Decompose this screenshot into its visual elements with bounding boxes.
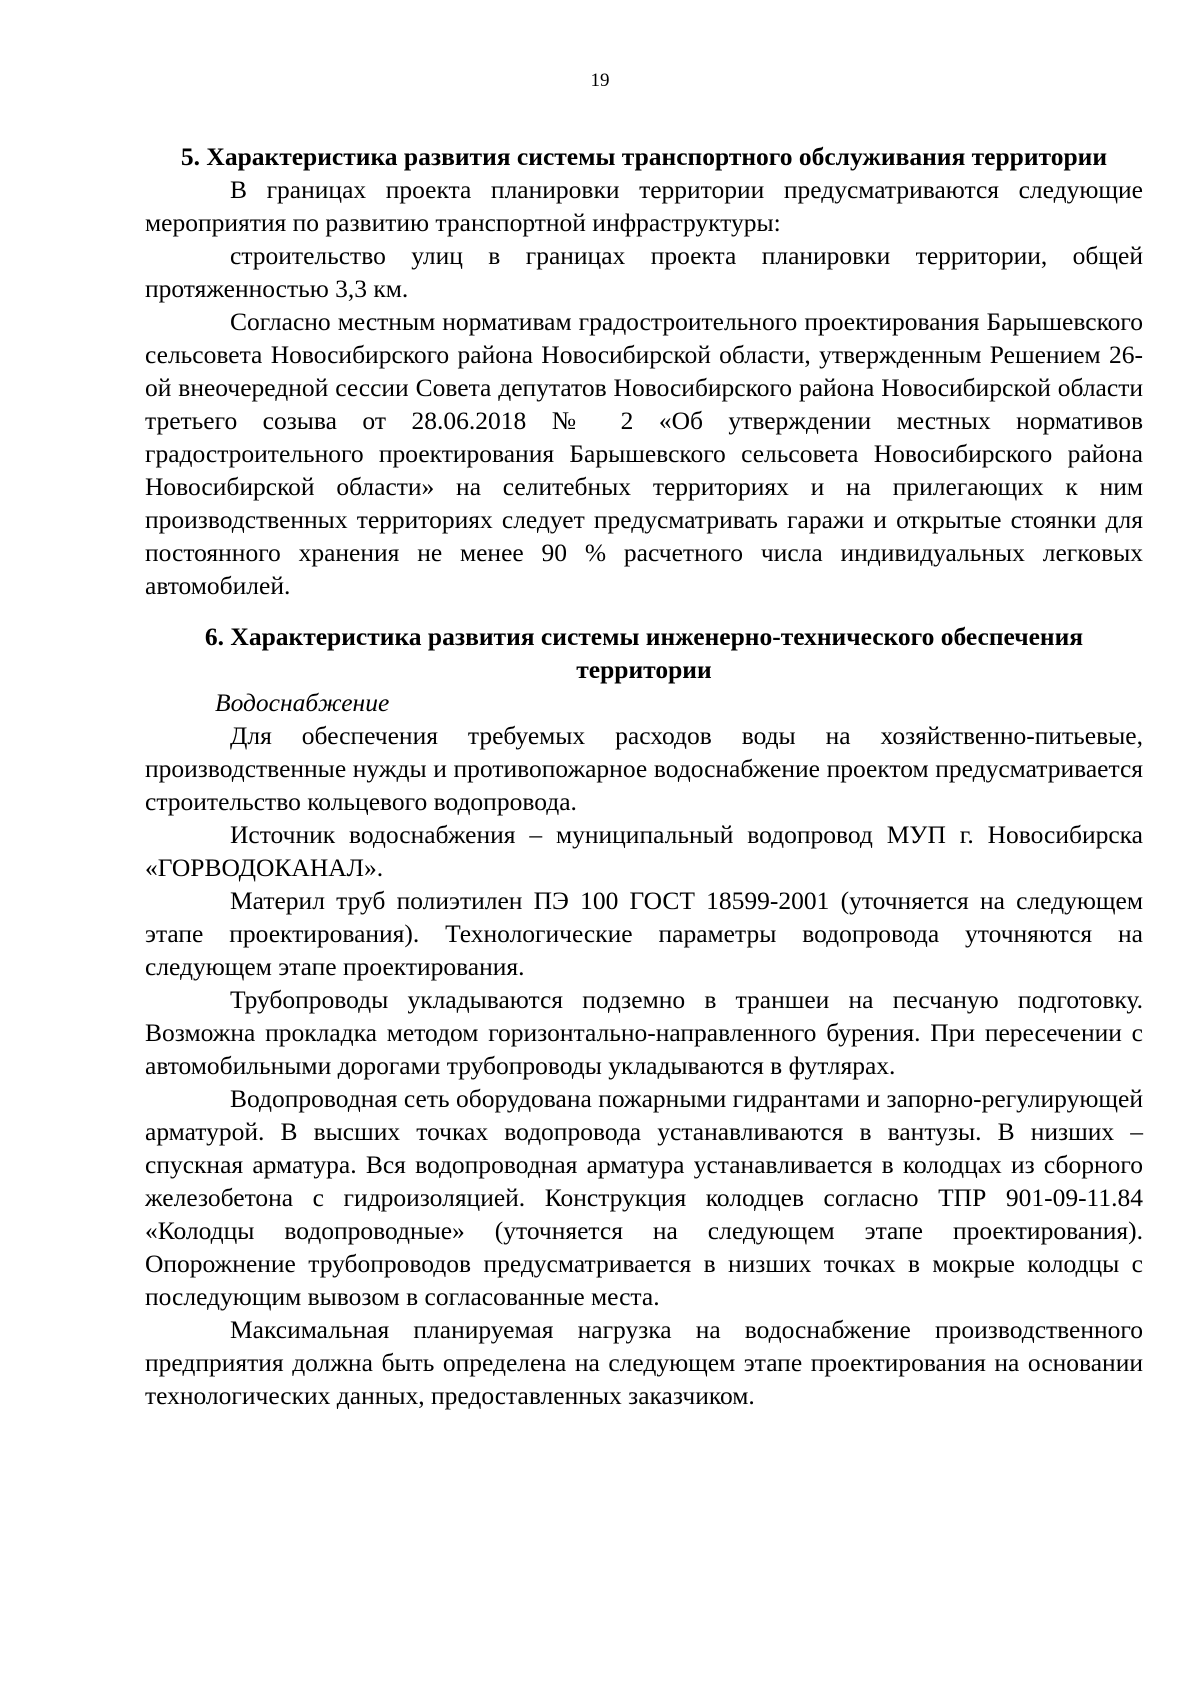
subsection-heading-water-supply: Водоснабжение bbox=[215, 688, 390, 717]
page-number: 19 bbox=[590, 70, 610, 91]
paragraph: В границах проекта планировки территории предусматриваются следующие мероприятия по развитию транспортной инфраструктуры: bbox=[145, 175, 1143, 237]
paragraph: Материл труб полиэтилен ПЭ 100 ГОСТ 18599-2001 (уточняется на следующем этапе проектирования). Технологические параметры водопровода уточняются на следующем этапе проектирования. bbox=[145, 886, 1143, 981]
paragraph: строительство улиц в границах проекта планировки территории, общей протяженностью 3,3 км. bbox=[145, 241, 1143, 303]
page-content bbox=[145, 140, 1143, 1412]
paragraph: Максимальная планируемая нагрузка на водоснабжение производственного предприятия должна быть определена на следующем этапе проектирования на основании технологических данных, предоставленных заказчиком. bbox=[145, 1315, 1143, 1410]
paragraph: Источник водоснабжения – муниципальный водопровод МУП г. Новосибирска «ГОРВОДОКАНАЛ». bbox=[145, 820, 1143, 882]
paragraph: Трубопроводы укладываются подземно в траншеи на песчаную подготовку. Возможна прокладка методом горизонтально-направленного бурения. При пересечении с автомобильными дорогами трубопроводы укладываются в футлярах. bbox=[145, 985, 1143, 1080]
section-6-heading: 6. Характеристика развития системы инженерно-технического обеспечения территории bbox=[204, 622, 1084, 684]
paragraph: Для обеспечения требуемых расходов воды на хозяйственно-питьевые, производственные нужды и противопожарное водоснабжение проектом предусматривается строительство кольцевого водопровода. bbox=[145, 721, 1143, 816]
paragraph: Согласно местным нормативам градостроительного проектирования Барышевского сельсовета Новосибирского района Новосибирской области, утвержденным Решением 26-ой внеочередной сессии Совета депутатов Новосибирского района Новосибирской области третьего созыва от 28.06.2018 № 2 «Об утверждении местных нормативов градостроительного проектирования Барышевского сельсовета Новосибирского района Новосибирской области» на селитебных территориях и на прилегающих к ним производственных территориях следует предусматривать гаражи и открытые стоянки для постоянного хранения не менее 90 % расчетного числа индивидуальных легковых автомобилей. bbox=[145, 307, 1143, 600]
section-5-heading: 5. Характеристика развития системы транспортного обслуживания территории bbox=[180, 142, 1108, 171]
paragraph: Водопроводная сеть оборудована пожарными гидрантами и запорно-регулирующей арматурой. В высших точках водопровода устанавливаются в вантузы. В низших – спускная арматура. Вся водопроводная арматура устанавливается в колодцах из сборного железобетона с гидроизоляцией. Конструкция колодцев согласно ТПР 901-09-11.84 «Колодцы водопроводные» (уточняется на следующем этапе проектирования). Опорожнение трубопроводов предусматривается в низших точках в мокрые колодцы с последующим вывозом в согласованные места. bbox=[145, 1084, 1143, 1311]
